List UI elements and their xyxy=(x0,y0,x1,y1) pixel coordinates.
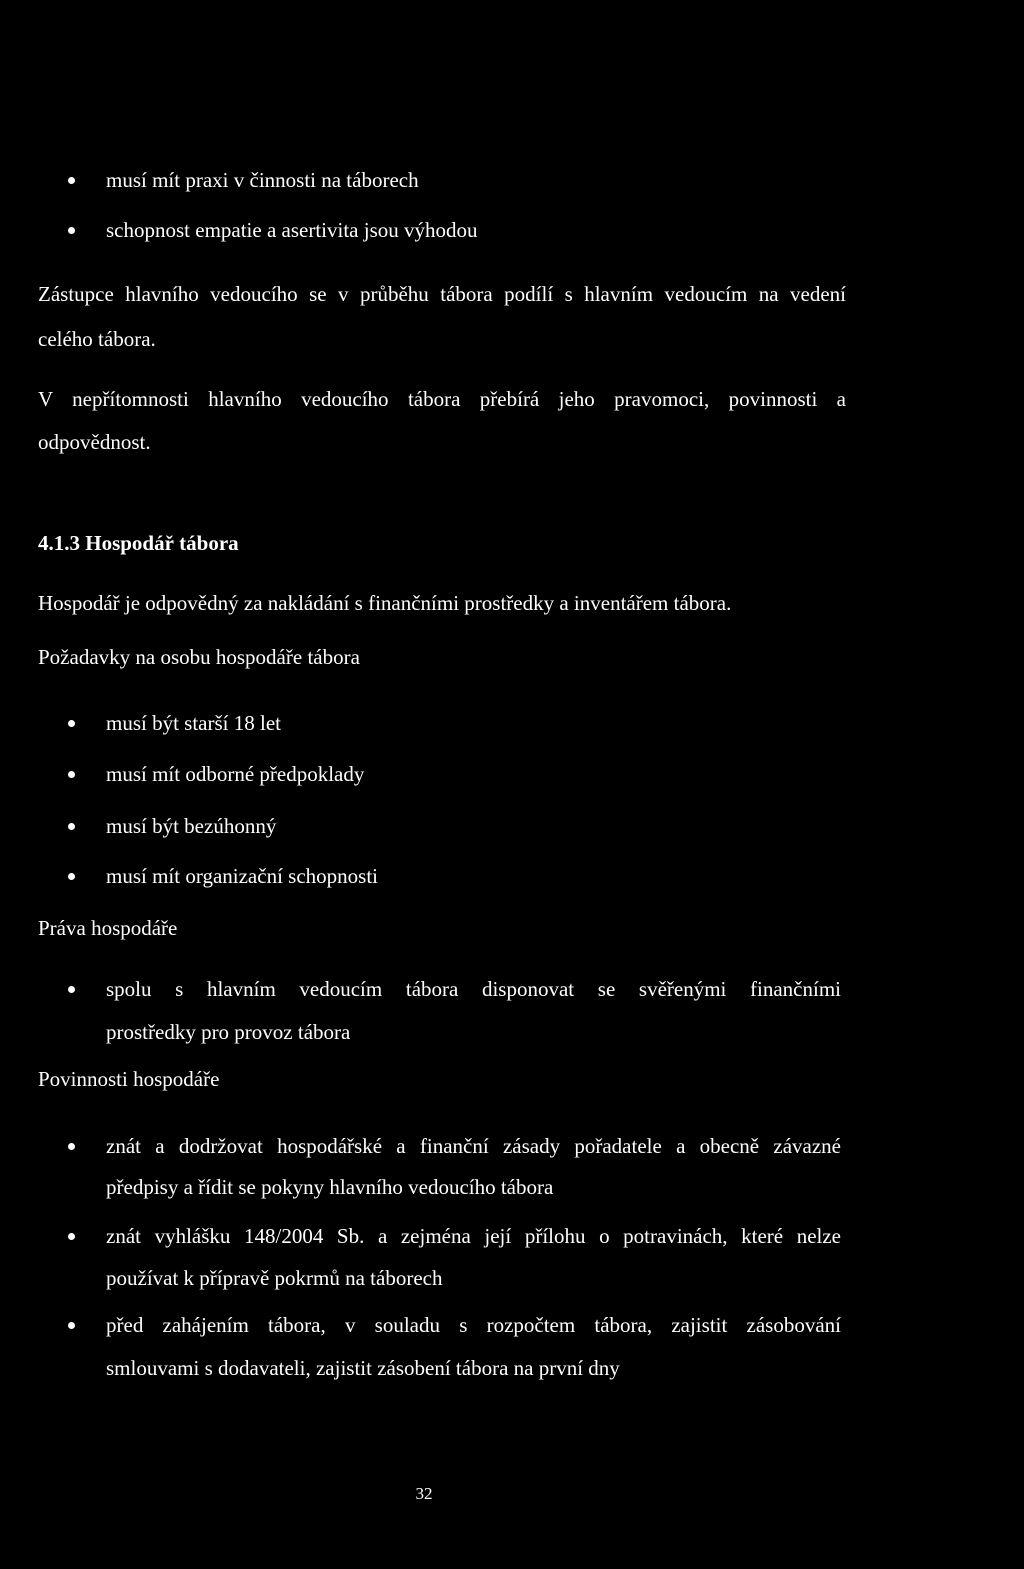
bullet-icon xyxy=(68,720,75,727)
list-item-text: znát vyhlášku 148/2004 Sb. a zejména její přílohu o potravinách, které nelze xyxy=(106,1224,841,1248)
duties-label: Povinnosti hospodáře xyxy=(38,1067,220,1091)
bullet-icon xyxy=(68,1322,75,1329)
list-item-text: musí mít odborné předpoklady xyxy=(106,762,365,786)
bullet-icon xyxy=(68,823,75,830)
rights-label: Práva hospodáře xyxy=(38,916,178,940)
list-item-text: musí mít praxi v činnosti na táborech xyxy=(106,168,419,192)
list-item-text: smlouvami s dodavateli, zajistit zásobení tábora na první dny xyxy=(106,1356,620,1380)
list-item-text: předpisy a řídit se pokyny hlavního vedoucího tábora xyxy=(106,1175,554,1199)
section-heading: 4.1.3 Hospodář tábora xyxy=(38,531,239,555)
bullet-icon xyxy=(68,177,75,184)
requirements-label: Požadavky na osobu hospodáře tábora xyxy=(38,645,360,669)
bullet-icon xyxy=(68,873,75,880)
list-item-text: spolu s hlavním vedoucím tábora disponovat se svěřenými finančními xyxy=(106,977,841,1001)
list-item-text: musí být starší 18 let xyxy=(106,711,281,735)
paragraph-line: odpovědnost. xyxy=(38,430,151,454)
bullet-icon xyxy=(68,1233,75,1240)
paragraph-line: celého tábora. xyxy=(38,327,156,351)
bullet-icon xyxy=(68,771,75,778)
list-item-text: prostředky pro provoz tábora xyxy=(106,1020,351,1044)
list-item-text: schopnost empatie a asertivita jsou výhodou xyxy=(106,218,478,242)
list-item-text: před zahájením tábora, v souladu s rozpočtem tábora, zajistit zásobování xyxy=(106,1313,841,1337)
list-item-text: musí mít organizační schopnosti xyxy=(106,864,378,888)
paragraph-line: Zástupce hlavního vedoucího se v průběhu tábora podílí s hlavním vedoucím na vedení xyxy=(38,282,846,306)
page-number: 32 xyxy=(415,1484,433,1503)
list-item-text: používat k přípravě pokrmů na táborech xyxy=(106,1266,443,1290)
bullet-icon xyxy=(68,1143,75,1150)
bullet-icon xyxy=(68,227,75,234)
paragraph: Hospodář je odpovědný za nakládání s finančními prostředky a inventářem tábora. xyxy=(38,591,732,615)
paragraph-line: V nepřítomnosti hlavního vedoucího tábora přebírá jeho pravomoci, povinnosti a xyxy=(38,387,846,411)
list-item-text: znát a dodržovat hospodářské a finanční zásady pořadatele a obecně závazné xyxy=(106,1134,841,1158)
bullet-icon xyxy=(68,986,75,993)
list-item-text: musí být bezúhonný xyxy=(106,814,277,838)
